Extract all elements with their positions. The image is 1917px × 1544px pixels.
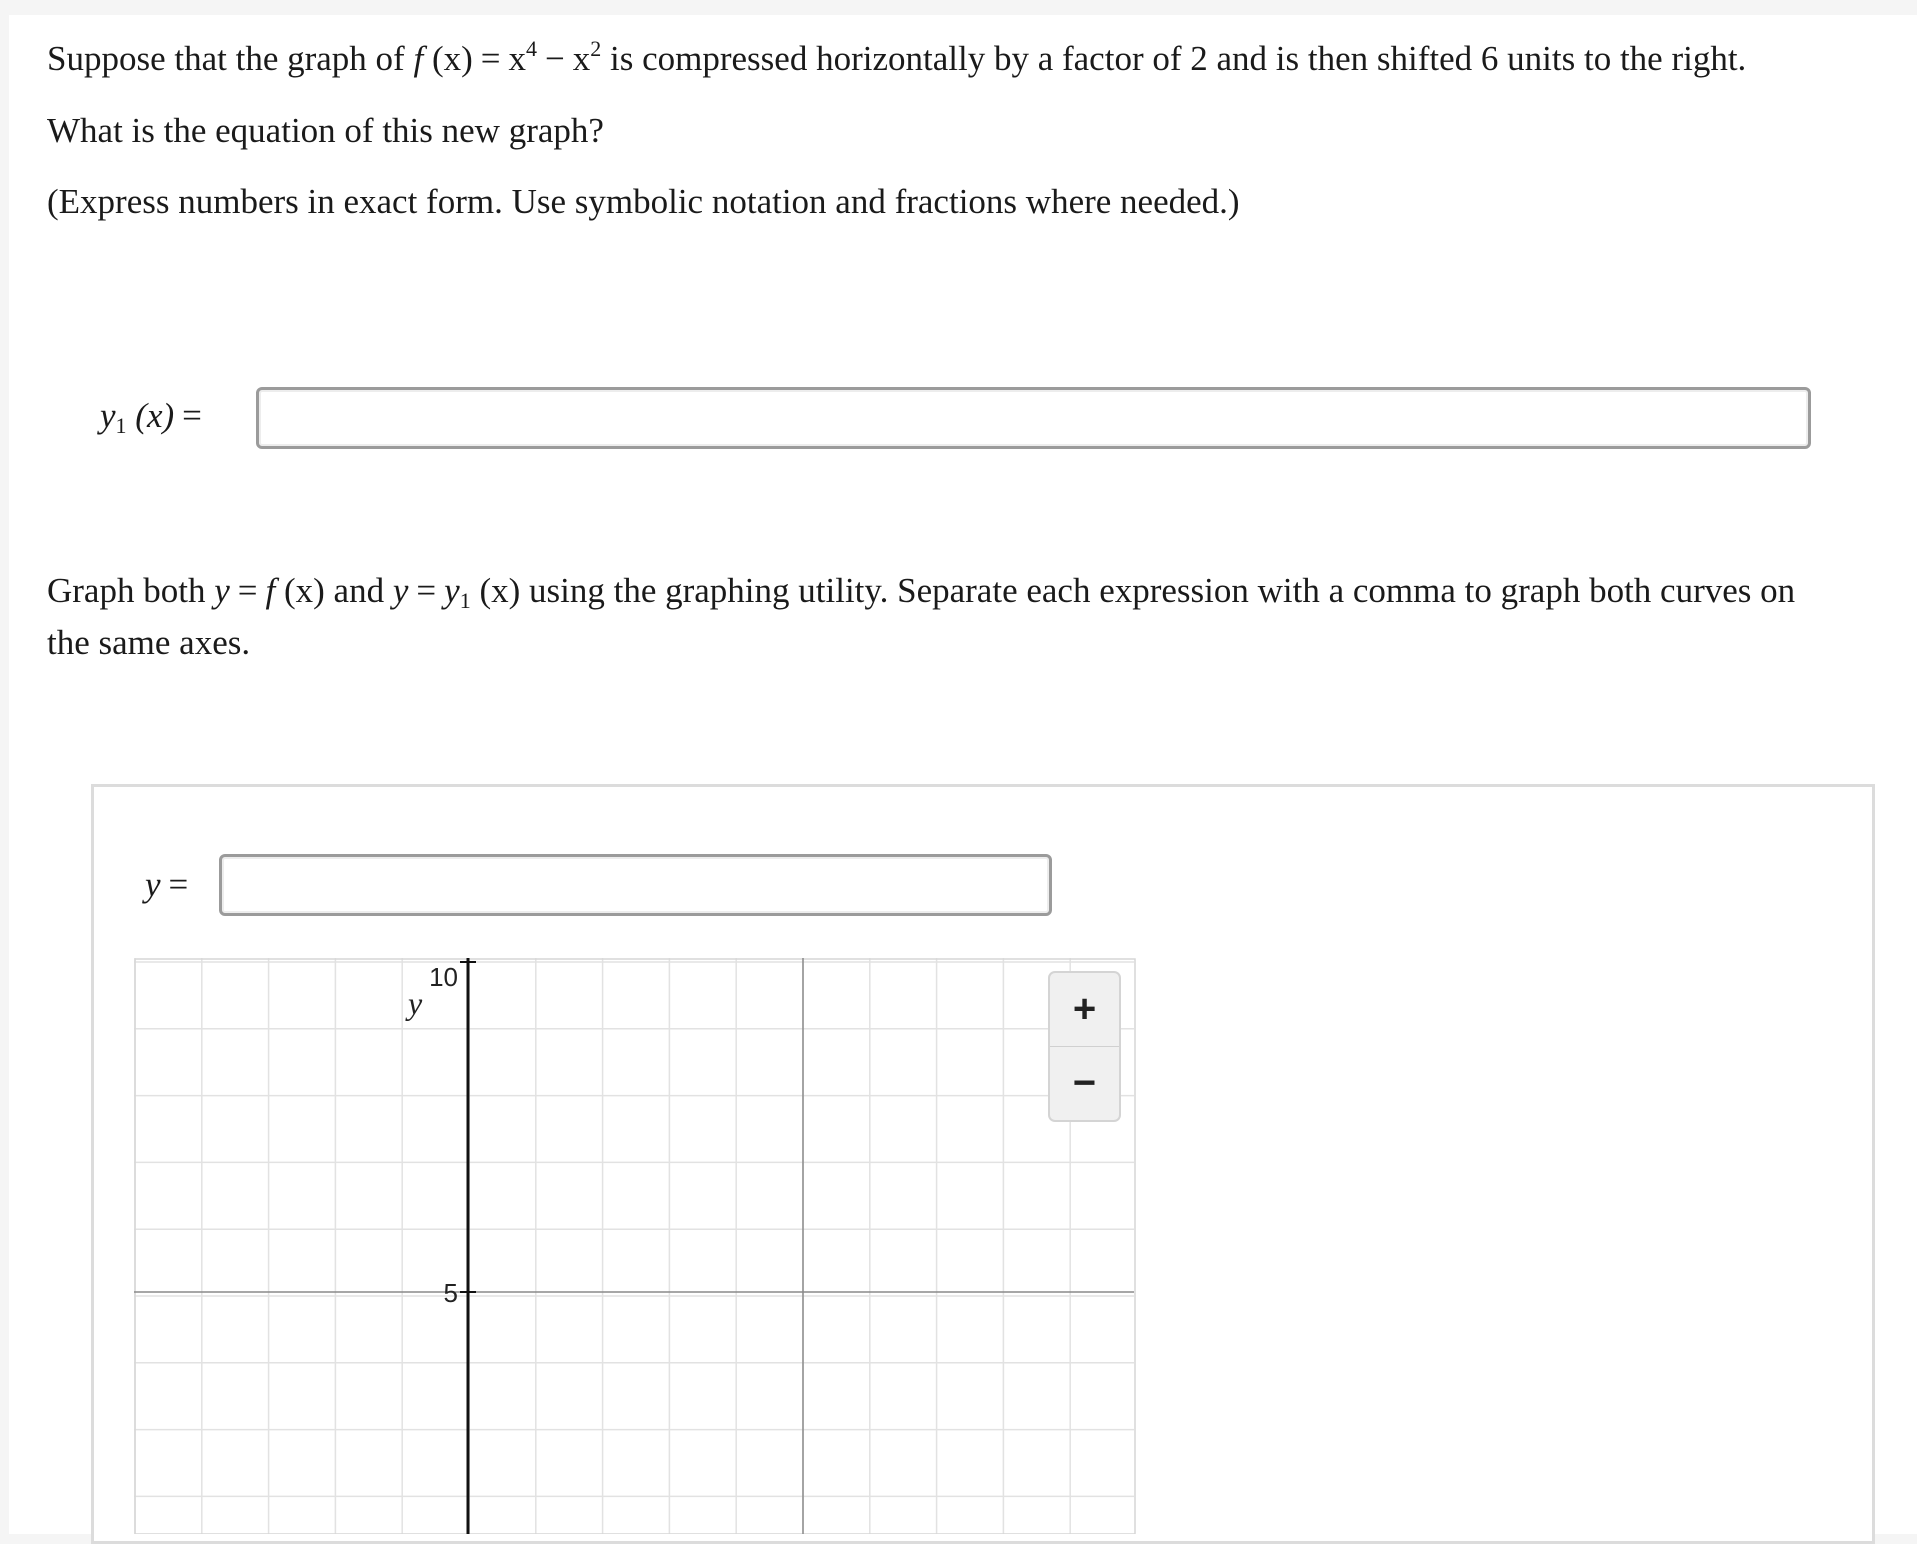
y-tick-label: 5: [443, 1278, 458, 1308]
graph-instr-start: Graph both: [47, 571, 215, 610]
zoom-controls: [1048, 971, 1121, 1122]
question-text-start: Suppose that the graph of: [47, 39, 414, 78]
graph-instr-y1x: (x): [470, 571, 521, 610]
answer-label-y: y: [100, 396, 116, 435]
graph-instr-eq2: =: [416, 571, 437, 610]
graph-instr-fx: (x): [275, 571, 325, 610]
term2-exponent: 2: [590, 36, 602, 61]
graph-input-label: [145, 865, 196, 905]
plot-border: [135, 959, 1135, 1534]
function-argument: (x): [423, 39, 473, 78]
y-tick-label: 10: [429, 962, 458, 992]
graph-instr-y: y: [214, 571, 230, 610]
answer-label-subscript: 1: [115, 413, 127, 438]
question-line-3: (Express numbers in exact form. Use symbolic notation and fractions where needed.): [47, 182, 1240, 221]
answer-input[interactable]: [256, 387, 1811, 449]
graph-input-label-equals: =: [168, 865, 189, 904]
term1-base: x: [508, 39, 527, 78]
graph-instr-y1sub: 1: [459, 588, 471, 613]
zoom-out-button[interactable]: −: [1050, 1046, 1119, 1120]
graph-instr-y1var: y: [444, 571, 460, 610]
term2-base: x: [572, 39, 591, 78]
graph-instr-and: and: [324, 571, 393, 610]
term1-exponent: 4: [526, 36, 538, 61]
answer-label-argument: (x): [126, 396, 175, 435]
graph-expression-input[interactable]: [219, 854, 1052, 916]
minus-sign: −: [545, 39, 565, 78]
answer-label-equals: =: [182, 396, 202, 435]
graph-instr-y2: y: [392, 571, 409, 610]
graph-plot-area[interactable]: [134, 958, 1136, 1534]
y-axis-label: y: [408, 985, 423, 1021]
graph-instructions-line-1: [47, 565, 1795, 618]
zoom-in-button[interactable]: +: [1072, 987, 1097, 1031]
graph-instructions-line-2: the same axes.: [47, 623, 251, 662]
grid-lines: [134, 958, 1135, 1534]
graph-instr-eq1: =: [237, 571, 258, 610]
graph-instr-end: using the graphing utility. Separate each expression with a comma to graph both curves on: [520, 571, 1796, 610]
graph-input-label-y: y: [145, 865, 161, 904]
question-text-end: is compressed horizontally by a factor of 2 and is then shifted 6 units to the right.: [601, 39, 1747, 78]
answer-label: [100, 396, 210, 436]
question-line-2: What is the equation of this new graph?: [47, 111, 604, 150]
question-line-1: [47, 33, 1746, 86]
function-name: f: [413, 39, 424, 78]
graph-instr-f: f: [265, 571, 276, 610]
equals-sign: =: [480, 39, 501, 78]
axis-lines: [134, 958, 1134, 1534]
